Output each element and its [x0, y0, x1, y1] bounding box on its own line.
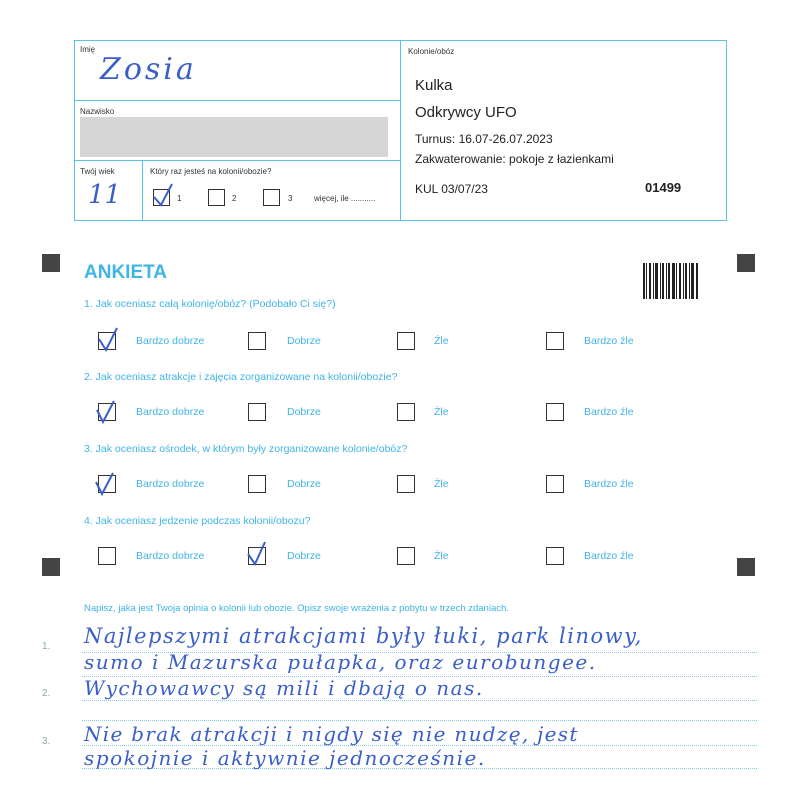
answer-line-3a[interactable]: Nie brak atrakcji i nigdy się nie nudzę, jest — [84, 722, 579, 746]
checkmark-icon — [94, 398, 118, 424]
age-divider — [142, 160, 143, 221]
vertical-divider — [400, 40, 401, 221]
q3-option-bardzo-dobrze: Bardzo dobrze — [136, 478, 205, 490]
q2-checkbox-zle[interactable] — [397, 403, 415, 421]
registration-marker — [42, 254, 60, 272]
answer-line-2[interactable]: Wychowawcy są mili i dbają o nas. — [84, 676, 484, 700]
ktory-raz-label: Który raz jesteś na kolonii/obozie? — [150, 167, 272, 176]
ktory-raz-option-more[interactable]: więcej, ile ........... — [314, 194, 376, 203]
q2-option-bardzo-dobrze: Bardzo dobrze — [136, 406, 205, 418]
q4-option-bardzo-zle: Bardzo źle — [584, 550, 634, 562]
q2-option-dobrze: Dobrze — [287, 406, 321, 418]
answer-line — [82, 700, 757, 701]
checkmark-icon — [96, 326, 120, 352]
q3-checkbox-bardzo-zle[interactable] — [546, 475, 564, 493]
q3-option-bardzo-zle: Bardzo źle — [584, 478, 634, 490]
question-2: 2. Jak oceniasz atrakcje i zajęcia zorganizowane na kolonii/obozie? — [84, 371, 398, 383]
line-number-2: 2. — [42, 688, 51, 699]
imie-value[interactable]: Zosia — [100, 52, 197, 87]
answer-line-3b[interactable]: spokojnie i aktywnie jednocześnie. — [84, 746, 486, 770]
answer-line-1b[interactable]: sumo i Mazurska pułapka, oraz eurobungee. — [84, 650, 597, 674]
opinion-prompt: Napisz, jaka jest Twoja opinia o kolonii lub obozie. Opisz swoje wrażenia z pobytu w trzech zdaniach. — [84, 603, 509, 614]
q1-checkbox-bardzo-zle[interactable] — [546, 332, 564, 350]
ktory-raz-checkbox-3[interactable] — [263, 189, 280, 206]
wiek-value[interactable]: 11 — [88, 180, 122, 210]
q1-checkbox-dobrze[interactable] — [248, 332, 266, 350]
q3-checkbox-zle[interactable] — [397, 475, 415, 493]
q4-checkbox-zle[interactable] — [397, 547, 415, 565]
kolonie-label: Kolonie/obóz — [408, 47, 455, 56]
q4-option-bardzo-dobrze: Bardzo dobrze — [136, 550, 205, 562]
q3-option-dobrze: Dobrze — [287, 478, 321, 490]
survey-title: ANKIETA — [84, 262, 168, 283]
code: KUL 03/07/23 — [415, 182, 488, 196]
row-divider-1 — [74, 100, 400, 101]
checkmark-icon — [245, 540, 269, 566]
program: Odkrywcy UFO — [415, 104, 517, 121]
checkmark-icon — [93, 470, 117, 496]
line-number-3: 3. — [42, 736, 51, 747]
form-number: 01499 — [645, 180, 682, 195]
nazwisko-redacted — [80, 117, 388, 157]
imie-label: Imię — [80, 45, 96, 54]
q2-option-bardzo-zle: Bardzo źle — [584, 406, 634, 418]
q1-checkbox-zle[interactable] — [397, 332, 415, 350]
ktory-raz-option-3: 3 — [288, 194, 293, 203]
registration-marker — [42, 558, 60, 576]
ktory-raz-checkbox-2[interactable] — [208, 189, 225, 206]
zakwaterowanie: Zakwaterowanie: pokoje z łazienkami — [415, 152, 614, 166]
q2-checkbox-bardzo-zle[interactable] — [546, 403, 564, 421]
line-number-1: 1. — [42, 641, 51, 652]
q2-option-zle: Źle — [434, 406, 449, 418]
q3-checkbox-dobrze[interactable] — [248, 475, 266, 493]
registration-marker — [737, 558, 755, 576]
q3-option-zle: Źle — [434, 478, 449, 490]
q1-option-dobrze: Dobrze — [287, 335, 321, 347]
registration-marker — [737, 254, 755, 272]
barcode-icon — [643, 263, 699, 299]
ktory-raz-option-2: 2 — [232, 194, 237, 203]
place: Kulka — [415, 77, 453, 94]
q4-checkbox-bardzo-dobrze[interactable] — [98, 547, 116, 565]
q4-option-dobrze: Dobrze — [287, 550, 321, 562]
q1-option-bardzo-zle: Bardzo źle — [584, 335, 634, 347]
wiek-label: Twój wiek — [80, 167, 115, 176]
q1-option-zle: Źle — [434, 335, 449, 347]
nazwisko-label: Nazwisko — [80, 107, 115, 116]
question-3: 3. Jak oceniasz ośrodek, w którym były zorganizowane kolonie/obóz? — [84, 443, 408, 455]
q4-checkbox-bardzo-zle[interactable] — [546, 547, 564, 565]
ktory-raz-option-1: 1 — [177, 194, 182, 203]
row-divider-2 — [74, 160, 400, 161]
checkmark-icon — [151, 182, 175, 208]
q1-option-bardzo-dobrze: Bardzo dobrze — [136, 335, 205, 347]
turnus: Turnus: 16.07-26.07.2023 — [415, 132, 553, 146]
answer-line-1a[interactable]: Najlepszymi atrakcjami były łuki, park linowy, — [84, 624, 643, 648]
q4-option-zle: Źle — [434, 550, 449, 562]
question-4: 4. Jak oceniasz jedzenie podczas kolonii/obozu? — [84, 515, 311, 527]
answer-line — [82, 720, 757, 721]
question-1: 1. Jak oceniasz całą kolonię/obóz? (Podobało Ci się?) — [84, 298, 336, 310]
q2-checkbox-dobrze[interactable] — [248, 403, 266, 421]
